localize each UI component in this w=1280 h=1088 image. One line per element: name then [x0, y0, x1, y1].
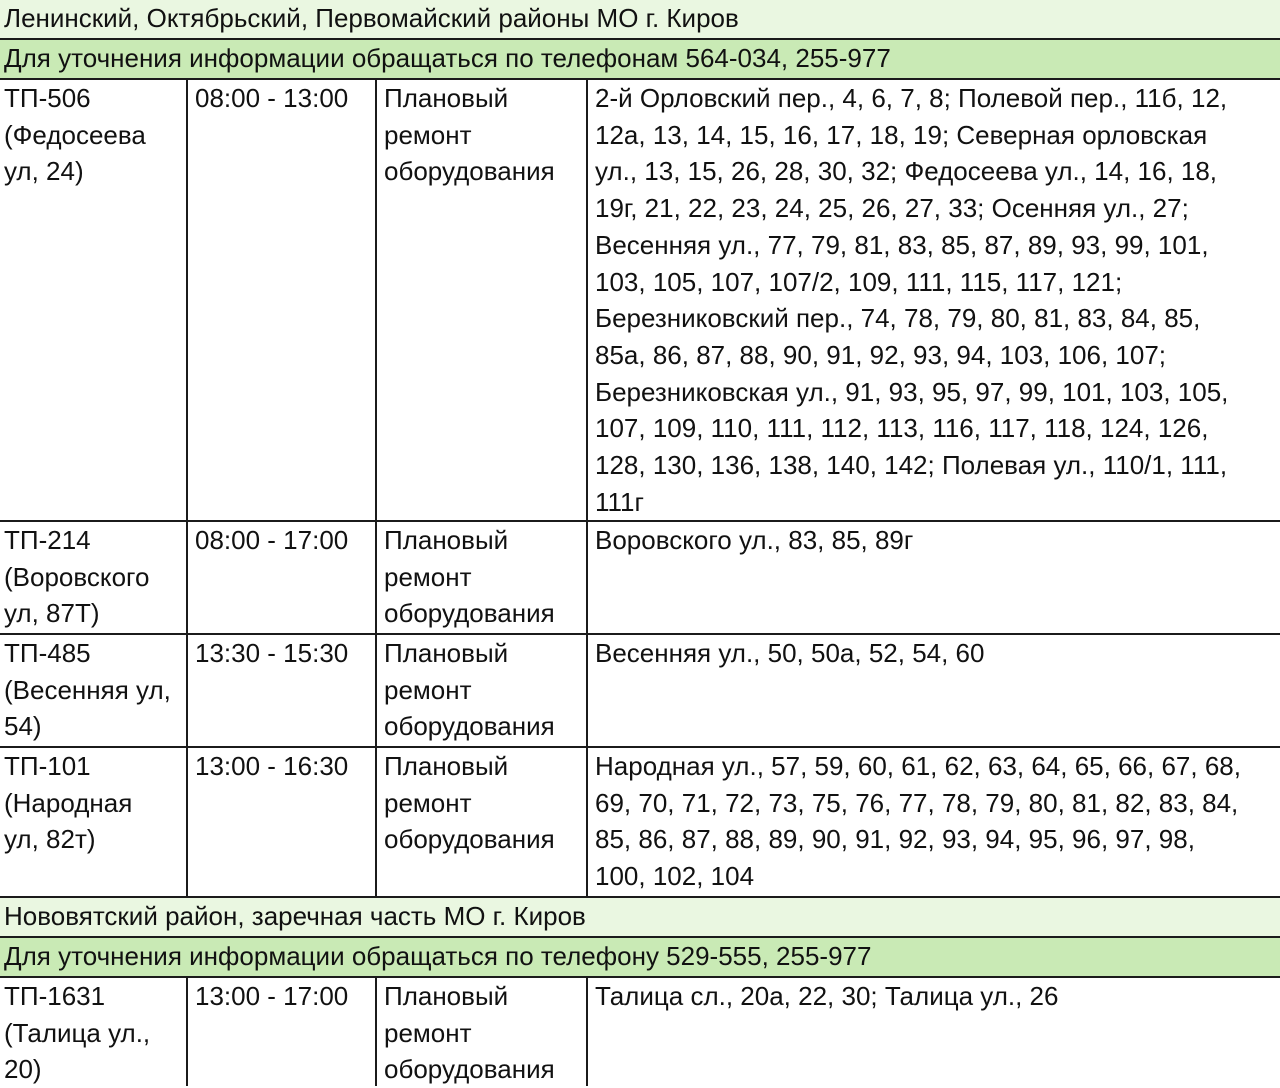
- time-cell: [188, 748, 377, 896]
- contact-phones: Для уточнения информации обращаться по телефону 529-555, 255-977: [4, 941, 872, 971]
- time-cell: [188, 522, 377, 633]
- addresses-cell: [588, 522, 1280, 633]
- address-line: Весенняя ул., 77, 79, 81, 83, 85, 87, 89, 93, 99, 101,: [595, 229, 1209, 260]
- substation-address: ул, 82т): [4, 824, 96, 855]
- district-header: [0, 898, 1280, 938]
- substation-address: 54): [4, 711, 42, 742]
- time-cell: [188, 635, 377, 746]
- substation-cell: [0, 80, 188, 520]
- substation-cell: [0, 748, 188, 896]
- reason-line: Плановый: [384, 83, 509, 113]
- substation-address: (Федосеева: [4, 119, 146, 150]
- district-title: Нововятский район, заречная часть МО г. Киров: [4, 901, 586, 931]
- address-line: ул., 13, 15, 26, 28, 30, 32; Федосеева ул., 14, 16, 18,: [595, 156, 1218, 187]
- reason-line: оборудования: [384, 156, 555, 187]
- substation-address: ул, 87Т): [4, 598, 100, 629]
- address-line: Березниковский пер., 74, 78, 79, 80, 81, 83, 84, 85,: [595, 303, 1201, 334]
- time-cell: [188, 80, 377, 520]
- reason-line: Плановый: [384, 638, 509, 668]
- reason-line: ремонт: [384, 674, 472, 705]
- outage-time: 13:00 - 17:00: [195, 981, 349, 1011]
- reason-cell: [377, 748, 588, 896]
- address-line: 107, 109, 110, 111, 112, 113, 116, 117, 118, 124, 126,: [595, 413, 1209, 444]
- outage-time: 08:00 - 17:00: [195, 525, 349, 555]
- address-line: 19г, 21, 22, 23, 24, 25, 26, 27, 33; Осенняя ул., 27;: [595, 193, 1189, 224]
- address-line: 85а, 86, 87, 88, 90, 91, 92, 93, 94, 103, 106, 107;: [595, 339, 1167, 370]
- district-title: Ленинский, Октябрьский, Первомайский районы МО г. Киров: [4, 3, 739, 33]
- address-line: 100, 102, 104: [595, 861, 755, 892]
- outage-time: 08:00 - 13:00: [195, 83, 349, 113]
- substation-address: (Воровского: [4, 561, 150, 592]
- address-line: Березниковская ул., 91, 93, 95, 97, 99, 101, 103, 105,: [595, 376, 1229, 407]
- reason-line: Плановый: [384, 751, 509, 781]
- substation-address: (Народная: [4, 787, 133, 818]
- table-row: [0, 522, 1280, 635]
- reason-line: ремонт: [384, 787, 472, 818]
- address-line: 85, 86, 87, 88, 89, 90, 91, 92, 93, 94, 95, 96, 97, 98,: [595, 824, 1195, 855]
- table-row: [0, 80, 1280, 522]
- substation-address: (Весенняя ул,: [4, 674, 171, 705]
- district-header: [0, 0, 1280, 40]
- table-row: [0, 748, 1280, 898]
- address-line: 2-й Орловский пер., 4, 6, 7, 8; Полевой пер., 11б, 12,: [595, 83, 1228, 113]
- address-line: 12а, 13, 14, 15, 16, 17, 18, 19; Северная орловская: [595, 119, 1208, 150]
- substation-cell: [0, 635, 188, 746]
- reason-line: Плановый: [384, 981, 509, 1011]
- substation-id: ТП-485: [4, 638, 91, 668]
- reason-line: оборудования: [384, 824, 555, 855]
- contact-phones: Для уточнения информации обращаться по телефонам 564-034, 255-977: [4, 43, 891, 73]
- reason-line: ремонт: [384, 561, 472, 592]
- reason-line: ремонт: [384, 119, 472, 150]
- address-line: Воровского ул., 83, 85, 89г: [595, 525, 914, 555]
- addresses-cell: [588, 748, 1280, 896]
- outage-time: 13:00 - 16:30: [195, 751, 349, 781]
- outage-time: 13:30 - 15:30: [195, 638, 349, 668]
- reason-line: ремонт: [384, 1017, 472, 1048]
- address-line: Народная ул., 57, 59, 60, 61, 62, 63, 64, 65, 66, 67, 68,: [595, 751, 1241, 781]
- reason-cell: [377, 522, 588, 633]
- substation-id: ТП-506: [4, 83, 91, 113]
- reason-line: оборудования: [384, 1054, 555, 1085]
- substation-address: (Талица ул.,: [4, 1017, 151, 1048]
- substation-cell: [0, 978, 188, 1086]
- reason-cell: [377, 635, 588, 746]
- substation-id: ТП-214: [4, 525, 91, 555]
- reason-line: Плановый: [384, 525, 509, 555]
- substation-id: ТП-1631: [4, 981, 106, 1011]
- address-line: Талица сл., 20а, 22, 30; Талица ул., 26: [595, 981, 1059, 1011]
- substation-id: ТП-101: [4, 751, 91, 781]
- address-line: 69, 70, 71, 72, 73, 75, 76, 77, 78, 79, 80, 81, 82, 83, 84,: [595, 787, 1239, 818]
- reason-line: оборудования: [384, 598, 555, 629]
- addresses-cell: [588, 635, 1280, 746]
- contact-header: [0, 938, 1280, 978]
- reason-line: оборудования: [384, 711, 555, 742]
- addresses-cell: [588, 80, 1280, 520]
- substation-address: 20): [4, 1054, 42, 1085]
- address-line: Весенняя ул., 50, 50а, 52, 54, 60: [595, 638, 985, 668]
- address-line: 128, 130, 136, 138, 140, 142; Полевая ул., 110/1, 111,: [595, 450, 1228, 481]
- substation-cell: [0, 522, 188, 633]
- reason-cell: [377, 80, 588, 520]
- address-line: 103, 105, 107, 107/2, 109, 111, 115, 117, 121;: [595, 266, 1123, 297]
- table-row: [0, 635, 1280, 748]
- reason-cell: [377, 978, 588, 1086]
- contact-header: [0, 40, 1280, 80]
- addresses-cell: [588, 978, 1280, 1086]
- address-line: 111г: [595, 486, 645, 517]
- substation-address: ул, 24): [4, 156, 84, 187]
- time-cell: [188, 978, 377, 1086]
- table-row: [0, 978, 1280, 1086]
